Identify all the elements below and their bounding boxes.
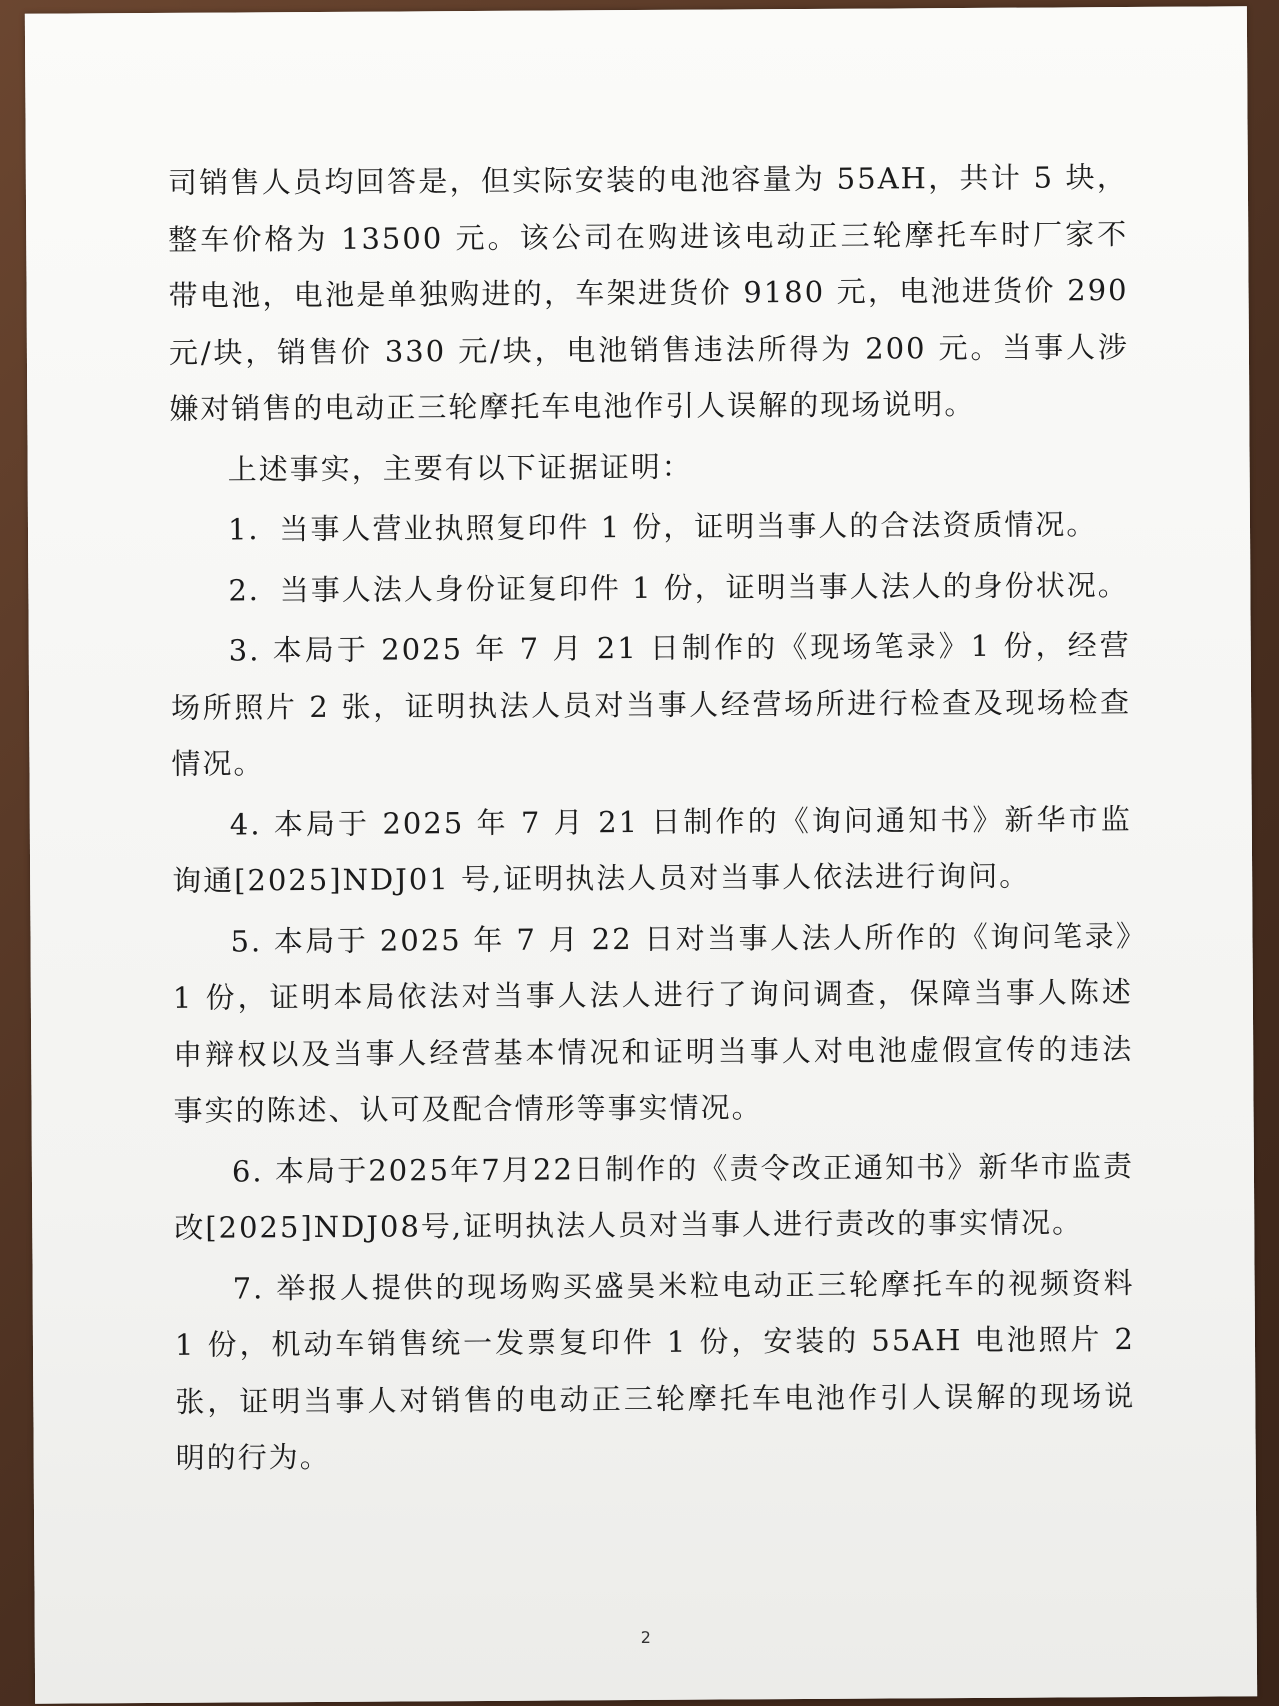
- paragraph-facts: 司销售人员均回答是，但实际安装的电池容量为 55AH，共计 5 块，整车价格为 13500 元。该公司在购进该电动正三轮摩托车时厂家不带电池，电池是单独购进的，车架进货价 9180 元，电池进货价 290 元/块，销售价 330 元/块，电池销售违法所得为 200 元。当事人涉嫌对销售的电动正三轮摩托车电池作引人误解的现场说明。: [167, 160, 1130, 426]
- document-page: [25, 6, 1257, 1703]
- paragraph-evidence-intro: 上述事实，主要有以下证据证明：: [227, 449, 693, 487]
- evidence-item-7: 7. 举报人提供的现场购买盛昊米粒电动正三轮摩托车的视频资料 1 份，机动车销售统一发票复印件 1 份，安装的 55AH 电池照片 2 张，证明当事人对销售的电动正三轮摩托车电池作引人误解的现场说明的行为。: [174, 1265, 1136, 1475]
- evidence-item-5: 5. 本局于 2025 年 7 月 22 日对当事人法人所作的《询问笔录》1 份，证明本局依法对当事人法人进行了询问调查，保障当事人陈述申辩权以及当事人经营基本情况和证明当事人对电池虚假宣传的违法事实的陈述、认可及配合情形等事实情况。: [172, 918, 1134, 1128]
- evidence-item-6: 6. 本局于2025年7月22日制作的《责令改正通知书》新华市监责改[2025]NDJ08号,证明执法人员对当事人进行责改的事实情况。: [174, 1148, 1135, 1245]
- evidence-item-1: 1．当事人营业执照复印件 1 份，证明当事人的合法资质情况。: [227, 507, 1098, 547]
- document-body: [168, 149, 1136, 1490]
- evidence-item-4: 4. 本局于 2025 年 7 月 21 日制作的《询问通知书》新华市监询通[2025]NDJ01 号,证明执法人员对当事人依法进行询问。: [172, 801, 1132, 898]
- evidence-item-2: 2．当事人法人身份证复印件 1 份，证明当事人法人的身份状况。: [228, 567, 1129, 608]
- page-number: 2: [640, 1627, 651, 1648]
- evidence-item-3: 3. 本局于 2025 年 7 月 21 日制作的《现场笔录》1 份，经营场所照片 2 张，证明执法人员对当事人经营场所进行检查及现场检查情况。: [170, 628, 1132, 781]
